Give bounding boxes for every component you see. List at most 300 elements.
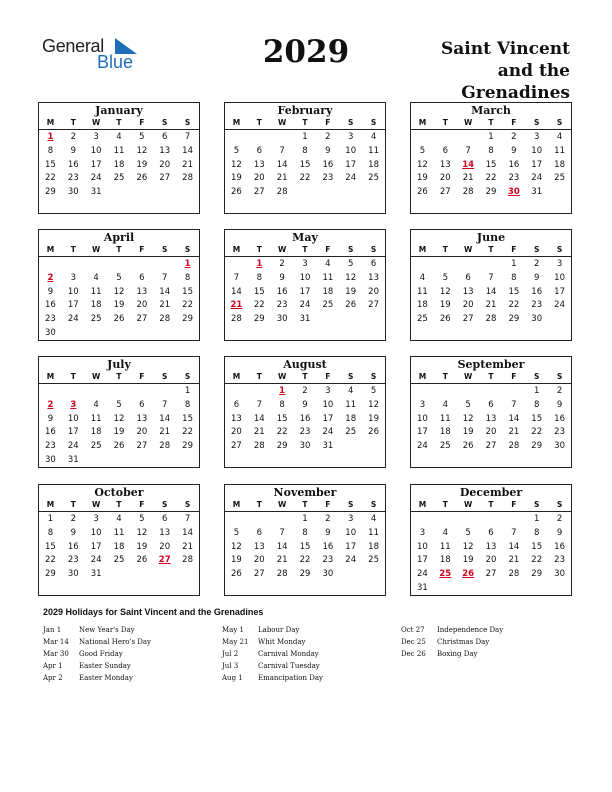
month-calendar <box>38 229 200 341</box>
day-cell: 24 <box>417 441 428 452</box>
weekday-label: T <box>256 372 262 381</box>
day-cell: 26 <box>439 314 451 325</box>
day-cell: 12 <box>231 159 242 170</box>
month-calendar <box>38 102 200 214</box>
day-cell: 4 <box>442 399 448 410</box>
month-calendar <box>224 356 386 468</box>
day-cell: 13 <box>159 145 171 156</box>
weekday-label: S <box>534 245 540 254</box>
day-cell: 8 <box>534 527 540 538</box>
day-cell: 31 <box>417 582 428 593</box>
day-cell: 23 <box>322 173 334 184</box>
day-cell: 2 <box>325 132 331 142</box>
day-cell: 31 <box>322 441 334 452</box>
day-cell: 6 <box>233 399 240 410</box>
day-cell: 29 <box>531 441 543 452</box>
holiday-day-cell: 2 <box>47 399 54 410</box>
day-cell: 7 <box>279 527 285 538</box>
day-cell: 12 <box>113 286 125 297</box>
day-cell: 17 <box>345 541 357 552</box>
empty-day-cell <box>153 385 176 399</box>
day-cell: 22 <box>485 173 497 184</box>
empty-day-cell <box>248 513 271 527</box>
day-cell: 21 <box>508 427 520 438</box>
weekday-label: M <box>418 372 427 381</box>
empty-day-cell <box>225 131 248 145</box>
day-cell: 24 <box>345 173 357 184</box>
day-grid <box>225 512 385 582</box>
day-cell: 11 <box>90 413 102 424</box>
day-cell: 17 <box>90 541 102 552</box>
day-cell: 3 <box>348 514 354 524</box>
weekday-label: S <box>162 245 168 254</box>
empty-day-cell <box>248 131 271 145</box>
day-cell: 6 <box>465 272 471 283</box>
day-cell: 30 <box>554 569 565 580</box>
day-grid <box>39 512 199 582</box>
day-cell: 11 <box>554 145 565 156</box>
weekday-label: F <box>325 245 331 254</box>
day-cell: 27 <box>485 441 497 452</box>
day-cell: 25 <box>90 441 102 452</box>
day-cell: 29 <box>45 569 56 580</box>
day-cell: 5 <box>233 527 240 538</box>
day-cell: 13 <box>462 286 474 297</box>
day-cell: 28 <box>159 441 171 452</box>
day-cell: 8 <box>488 145 494 156</box>
weekday-label: S <box>534 500 540 509</box>
day-cell: 29 <box>276 441 288 452</box>
weekday-label: T <box>488 245 494 254</box>
day-cell: 30 <box>531 314 543 325</box>
day-cell: 20 <box>136 427 148 438</box>
day-cell: 25 <box>322 300 334 311</box>
day-cell: 22 <box>299 555 311 566</box>
day-cell: 28 <box>508 441 520 452</box>
day-cell: 13 <box>485 413 497 424</box>
weekday-label: F <box>325 118 331 127</box>
day-cell: 16 <box>67 541 79 552</box>
holiday-column <box>401 624 503 660</box>
weekday-label: F <box>511 500 517 509</box>
holiday-day-cell: 27 <box>158 555 171 566</box>
empty-day-cell <box>480 258 503 272</box>
weekday-label: T <box>70 500 76 509</box>
day-cell: 3 <box>325 386 331 396</box>
day-cell: 22 <box>182 300 193 311</box>
day-cell: 30 <box>45 327 56 338</box>
holiday-date: May 21 <box>222 638 249 646</box>
day-cell: 31 <box>90 187 102 198</box>
holiday-name: Labour Day <box>258 626 300 634</box>
day-cell: 9 <box>47 413 54 424</box>
day-cell: 13 <box>159 527 171 538</box>
day-cell: 15 <box>299 159 311 170</box>
holiday-item <box>401 624 503 636</box>
weekday-label: T <box>70 372 76 381</box>
month-calendar <box>224 102 386 214</box>
day-grid <box>225 384 385 454</box>
day-cell: 3 <box>419 399 426 410</box>
day-cell: 9 <box>556 399 563 410</box>
day-cell: 23 <box>67 555 79 566</box>
day-cell: 22 <box>45 555 56 566</box>
holiday-item <box>222 660 323 672</box>
weekday-label: W <box>91 245 101 254</box>
day-cell: 30 <box>554 441 565 452</box>
day-cell: 11 <box>322 272 334 283</box>
day-cell: 14 <box>253 413 265 424</box>
day-cell: 14 <box>485 286 497 297</box>
day-cell: 18 <box>368 541 379 552</box>
empty-day-cell <box>39 258 62 272</box>
day-cell: 18 <box>322 286 334 297</box>
day-cell: 9 <box>47 286 54 297</box>
day-cell: 9 <box>511 145 517 156</box>
day-cell: 28 <box>159 314 171 325</box>
day-cell: 18 <box>417 300 428 311</box>
month-title: July <box>107 358 131 371</box>
day-cell: 12 <box>136 145 148 156</box>
day-cell: 27 <box>439 187 451 198</box>
day-cell: 24 <box>322 427 334 438</box>
holiday-date: Jul 2 <box>222 650 239 658</box>
day-cell: 14 <box>182 527 193 538</box>
empty-day-cell <box>480 513 503 527</box>
day-cell: 27 <box>462 314 474 325</box>
day-cell: 11 <box>90 286 102 297</box>
month-title: June <box>476 231 506 244</box>
holiday-item <box>43 672 151 684</box>
day-cell: 27 <box>136 441 148 452</box>
day-cell: 22 <box>276 427 288 438</box>
day-cell: 14 <box>276 159 288 170</box>
weekday-label: F <box>139 245 145 254</box>
day-cell: 22 <box>531 427 543 438</box>
day-cell: 18 <box>113 541 125 552</box>
day-cell: 20 <box>231 427 242 438</box>
weekday-label: S <box>184 245 191 254</box>
empty-day-cell <box>271 131 294 145</box>
day-cell: 17 <box>322 413 334 424</box>
day-cell: 2 <box>70 132 76 142</box>
weekday-label: W <box>277 245 287 254</box>
day-cell: 16 <box>276 286 288 297</box>
day-cell: 23 <box>531 300 543 311</box>
day-cell: 8 <box>47 527 54 538</box>
weekday-label: S <box>556 372 563 381</box>
day-cell: 26 <box>231 187 242 198</box>
day-grid <box>411 384 571 454</box>
day-grid <box>411 130 571 200</box>
month-title: October <box>94 486 144 499</box>
weekday-header <box>225 371 385 384</box>
weekday-label: T <box>256 118 262 127</box>
day-cell: 20 <box>485 555 497 566</box>
day-cell: 15 <box>299 541 311 552</box>
day-cell: 18 <box>368 159 379 170</box>
empty-day-cell <box>225 385 248 399</box>
day-cell: 17 <box>299 286 311 297</box>
empty-day-cell <box>411 385 434 399</box>
holiday-item <box>222 648 323 660</box>
weekday-label: S <box>534 118 540 127</box>
day-cell: 19 <box>136 159 148 170</box>
day-cell: 11 <box>113 527 125 538</box>
logo-blue-text: Blue <box>97 52 134 72</box>
weekday-label: W <box>463 500 473 509</box>
day-cell: 27 <box>253 187 265 198</box>
day-cell: 7 <box>465 145 471 156</box>
weekday-label: S <box>184 118 191 127</box>
weekday-header <box>225 244 385 257</box>
day-cell: 15 <box>45 159 56 170</box>
weekday-label: S <box>348 372 354 381</box>
empty-day-cell <box>85 258 108 272</box>
holiday-name: National Hero's Day <box>79 638 151 646</box>
weekday-label: F <box>139 500 145 509</box>
day-cell: 20 <box>439 173 451 184</box>
day-cell: 1 <box>511 259 517 269</box>
day-cell: 26 <box>136 173 148 184</box>
day-cell: 7 <box>233 272 240 283</box>
day-cell: 7 <box>488 272 494 283</box>
day-cell: 20 <box>462 300 474 311</box>
day-cell: 13 <box>439 159 451 170</box>
day-cell: 23 <box>45 441 56 452</box>
day-grid <box>39 384 199 468</box>
day-cell: 4 <box>370 514 377 524</box>
weekday-label: T <box>70 245 76 254</box>
day-cell: 5 <box>139 132 145 142</box>
empty-day-cell <box>271 513 294 527</box>
day-cell: 20 <box>159 541 171 552</box>
weekday-label: F <box>325 500 331 509</box>
day-cell: 29 <box>182 314 193 325</box>
day-cell: 6 <box>139 272 145 283</box>
day-cell: 17 <box>67 300 79 311</box>
day-cell: 4 <box>442 527 448 538</box>
weekday-header <box>411 244 571 257</box>
day-cell: 7 <box>511 399 517 410</box>
holiday-name: Christmas Day <box>437 638 490 646</box>
holiday-item <box>401 636 503 648</box>
day-cell: 25 <box>368 173 379 184</box>
empty-day-cell <box>85 385 108 399</box>
weekday-label: M <box>232 245 241 254</box>
day-cell: 3 <box>556 259 563 269</box>
holiday-day-cell: 30 <box>507 187 520 198</box>
month-calendar <box>38 484 200 596</box>
day-cell: 16 <box>531 286 543 297</box>
holiday-day-cell: 3 <box>70 399 77 410</box>
day-cell: 1 <box>534 386 540 396</box>
holiday-date: Aug 1 <box>222 674 243 682</box>
month-calendar <box>410 102 572 214</box>
day-cell: 17 <box>90 159 102 170</box>
weekday-label: W <box>91 118 101 127</box>
day-cell: 4 <box>419 272 426 283</box>
day-cell: 2 <box>534 259 540 269</box>
weekday-label: M <box>46 118 55 127</box>
day-cell: 25 <box>90 314 102 325</box>
day-cell: 22 <box>182 427 193 438</box>
day-cell: 15 <box>531 413 543 424</box>
day-cell: 21 <box>276 173 288 184</box>
weekday-header <box>225 499 385 512</box>
day-cell: 25 <box>345 427 357 438</box>
weekday-header <box>225 117 385 130</box>
day-cell: 13 <box>231 413 242 424</box>
day-cell: 3 <box>534 132 540 142</box>
day-cell: 19 <box>113 427 125 438</box>
day-cell: 20 <box>253 173 265 184</box>
day-cell: 27 <box>253 569 265 580</box>
holiday-name: Whit Monday <box>258 638 306 646</box>
empty-day-cell <box>434 385 457 399</box>
day-cell: 6 <box>139 399 145 410</box>
weekday-header <box>39 244 199 257</box>
day-cell: 5 <box>116 272 122 283</box>
day-cell: 5 <box>233 145 240 156</box>
day-cell: 26 <box>345 300 357 311</box>
day-cell: 15 <box>182 286 193 297</box>
holiday-date: Dec 26 <box>401 650 426 658</box>
holiday-column <box>43 624 151 684</box>
day-cell: 18 <box>345 413 357 424</box>
day-cell: 15 <box>508 286 520 297</box>
day-cell: 10 <box>299 272 311 283</box>
day-cell: 14 <box>159 286 171 297</box>
day-cell: 9 <box>556 527 563 538</box>
weekday-label: S <box>556 245 563 254</box>
weekday-label: T <box>256 500 262 509</box>
day-cell: 10 <box>90 145 102 156</box>
weekday-label: W <box>463 118 473 127</box>
day-cell: 2 <box>325 514 331 524</box>
day-cell: 25 <box>113 173 125 184</box>
country-line: and the <box>497 61 570 81</box>
weekday-label: W <box>463 245 473 254</box>
holiday-date: Mar 14 <box>43 638 69 646</box>
day-cell: 31 <box>299 314 311 325</box>
day-cell: 23 <box>508 173 520 184</box>
day-cell: 23 <box>322 555 334 566</box>
empty-day-cell <box>411 131 434 145</box>
day-cell: 6 <box>370 259 377 269</box>
day-cell: 29 <box>299 569 311 580</box>
day-cell: 11 <box>439 541 451 552</box>
holiday-date: Dec 25 <box>401 638 426 646</box>
day-cell: 13 <box>253 541 265 552</box>
weekday-label: S <box>184 500 191 509</box>
holiday-day-cell: 1 <box>184 259 191 269</box>
weekday-label: T <box>488 500 494 509</box>
day-cell: 5 <box>348 259 354 269</box>
weekday-label: F <box>511 372 517 381</box>
country-line: Grenadines <box>461 83 570 103</box>
holiday-name: Easter Sunday <box>79 662 131 670</box>
day-cell: 31 <box>67 454 79 465</box>
day-cell: 16 <box>554 541 565 552</box>
holiday-date: Apr 1 <box>43 662 63 670</box>
empty-day-cell <box>248 385 271 399</box>
day-cell: 7 <box>184 132 191 142</box>
weekday-label: S <box>556 118 563 127</box>
day-cell: 8 <box>302 145 308 156</box>
day-cell: 22 <box>531 555 543 566</box>
day-cell: 26 <box>113 314 125 325</box>
weekday-label: M <box>418 500 427 509</box>
day-cell: 26 <box>113 441 125 452</box>
day-cell: 15 <box>485 159 497 170</box>
weekday-label: T <box>256 245 262 254</box>
holiday-item <box>43 624 151 636</box>
holiday-date: Jan 1 <box>43 626 62 634</box>
day-cell: 24 <box>531 173 543 184</box>
day-cell: 15 <box>45 541 56 552</box>
day-cell: 10 <box>345 145 357 156</box>
empty-day-cell <box>502 385 525 399</box>
weekday-label: S <box>162 118 168 127</box>
month-title: February <box>277 104 333 117</box>
day-grid <box>411 512 571 596</box>
holiday-day-cell: 25 <box>439 569 452 580</box>
day-cell: 8 <box>534 399 540 410</box>
day-cell: 30 <box>276 314 288 325</box>
day-cell: 11 <box>113 145 125 156</box>
holiday-name: Boxing Day <box>437 650 478 658</box>
day-cell: 17 <box>531 159 543 170</box>
weekday-label: T <box>442 500 448 509</box>
empty-day-cell <box>457 131 480 145</box>
empty-day-cell <box>225 258 248 272</box>
day-cell: 18 <box>439 427 451 438</box>
weekday-header <box>411 499 571 512</box>
weekday-label: S <box>370 500 377 509</box>
day-cell: 4 <box>556 132 563 142</box>
weekday-label: M <box>232 500 241 509</box>
day-cell: 17 <box>554 286 565 297</box>
weekday-header <box>39 117 199 130</box>
day-cell: 7 <box>162 272 168 283</box>
weekday-label: S <box>184 372 191 381</box>
day-cell: 11 <box>368 145 379 156</box>
weekday-label: T <box>302 245 308 254</box>
day-cell: 20 <box>368 286 379 297</box>
weekday-label: M <box>418 245 427 254</box>
weekday-label: T <box>116 500 122 509</box>
day-cell: 24 <box>345 555 357 566</box>
holiday-name: Easter Monday <box>79 674 133 682</box>
day-cell: 30 <box>45 454 56 465</box>
holiday-name: Carnival Tuesday <box>258 662 320 670</box>
day-cell: 8 <box>256 272 262 283</box>
weekday-label: S <box>370 372 377 381</box>
weekday-label: T <box>302 372 308 381</box>
day-cell: 13 <box>485 541 497 552</box>
day-cell: 23 <box>67 173 79 184</box>
weekday-label: S <box>348 500 354 509</box>
day-cell: 16 <box>45 300 56 311</box>
weekday-label: W <box>277 500 287 509</box>
day-grid <box>39 130 199 200</box>
day-cell: 16 <box>299 413 311 424</box>
day-cell: 4 <box>93 399 99 410</box>
day-cell: 7 <box>256 399 262 410</box>
day-cell: 18 <box>113 159 125 170</box>
holiday-date: Oct 27 <box>401 626 425 634</box>
